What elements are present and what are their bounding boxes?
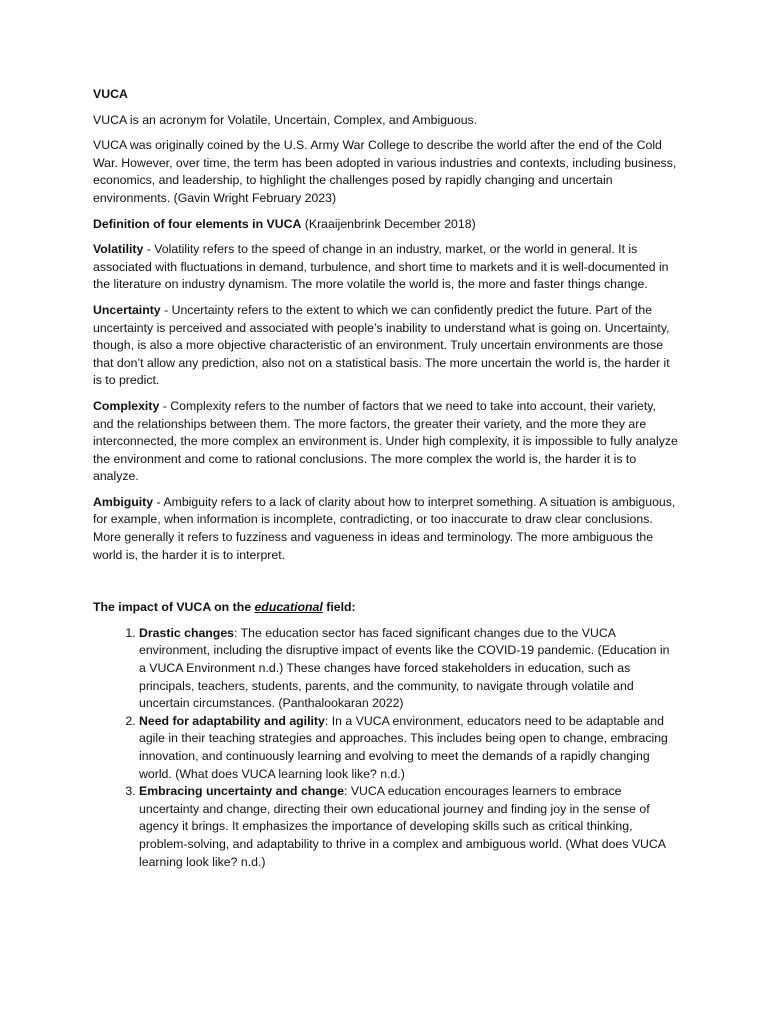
impact-term: Drastic changes [139, 625, 235, 640]
list-item [139, 783, 678, 871]
element-text: - Volatility refers to the speed of change in an industry, market, or the world in general. It is associated with fluctuations in demand, turbulence, and short time to markets and it is well-documented in the literature on industry dynamism. The more volatile the world is, the more and faster things change. [93, 242, 669, 292]
impact-term: Need for adaptability and agility [139, 713, 325, 728]
element-term: Complexity [93, 398, 160, 413]
impact-term: Embracing uncertainty and change [139, 784, 344, 799]
acronym-paragraph: VUCA is an acronym for Volatile, Uncertain, Complex, and Ambiguous. [93, 112, 478, 127]
impact-heading-after: field: [322, 600, 356, 615]
definition-citation: (Kraaijenbrink December 2018) [301, 216, 476, 231]
impact-list [93, 625, 678, 871]
element-text: - Uncertainty refers to the extent to which we can confidently predict the future. Part of the uncertainty is perceived and associated with people’s inability to understand what is going on. Uncertainty, though, is also a more objective characteristic of an environment. Truly uncertain environments are those that don’t allow any prediction, also not on a statistical basis. The more uncertain the world is, the harder it is to predict. [93, 302, 670, 388]
impact-heading-before: The impact of VUCA on the [93, 600, 255, 615]
impact-heading-emphasis: educational [254, 600, 323, 615]
element-complexity [93, 398, 678, 486]
impact-text: : VUCA education encourages learners to embrace uncertainty and change, directing their own educational journey and finding joy in the sense of agency it brings. It emphasizes the importance of developing skills such as critical thinking, problem-solving, and adaptability to thrive in a complex and ambiguous world. (What does VUCA learning look like? n.d.) [139, 784, 666, 869]
element-ambiguity [93, 494, 678, 564]
list-item [139, 625, 678, 713]
document-body [93, 86, 678, 871]
impact-heading [93, 599, 678, 617]
element-term: Uncertainty [93, 302, 161, 317]
definition-heading [93, 216, 678, 234]
element-term: Volatility [93, 242, 144, 257]
section-spacer [93, 572, 678, 599]
origin-paragraph: VUCA was originally coined by the U.S. Army War College to describe the world after the end of the Cold War. However, over time, the term has been adopted in various industries and contexts, including business, economics, and leadership, to highlight the challenges posed by rapidly changing and uncertain environments. (Gavin Wright February 2023) [93, 138, 677, 205]
element-volatility [93, 241, 678, 294]
definition-heading-text: Definition of four elements in VUCA [93, 216, 302, 231]
element-text: - Ambiguity refers to a lack of clarity about how to interpret something. A situation is ambiguous, for example, when information is incomplete, contradicting, or too inaccurate to draw clear conclusions. More generally it refers to fuzziness and vagueness in ideas and terminology. The more ambiguous the world is, the harder it is to interpret. [93, 494, 676, 562]
document-title: VUCA [93, 87, 128, 101]
impact-text: : The education sector has faced significant changes due to the VUCA environment, including the disruptive impact of events like the COVID-19 pandemic. (Education in a VUCA Environment n.d.) These changes have forced stakeholders in education, such as principals, teachers, students, parents, and the community, to navigate through volatile and uncertain circumstances. (Panthalookaran 2022) [139, 625, 670, 711]
impact-text: : In a VUCA environment, educators need to be adaptable and agile in their teaching strategies and approaches. This includes being open to change, embracing innovation, and continuously learning and evolving to meet the demands of a rapidly changing world. (What does VUCA learning look like? n.d.) [139, 713, 668, 781]
element-text: - Complexity refers to the number of factors that we need to take into account, their variety, and the relationships between them. The more factors, the greater their variety, and the more they are interconnected, the more complex an environment is. Under high complexity, it is impossible to fully analyze the environment and come to rational conclusions. The more complex the world is, the harder it is to analyze. [93, 398, 678, 484]
list-item [139, 713, 678, 783]
element-uncertainty [93, 302, 678, 390]
element-term: Ambiguity [93, 494, 154, 509]
